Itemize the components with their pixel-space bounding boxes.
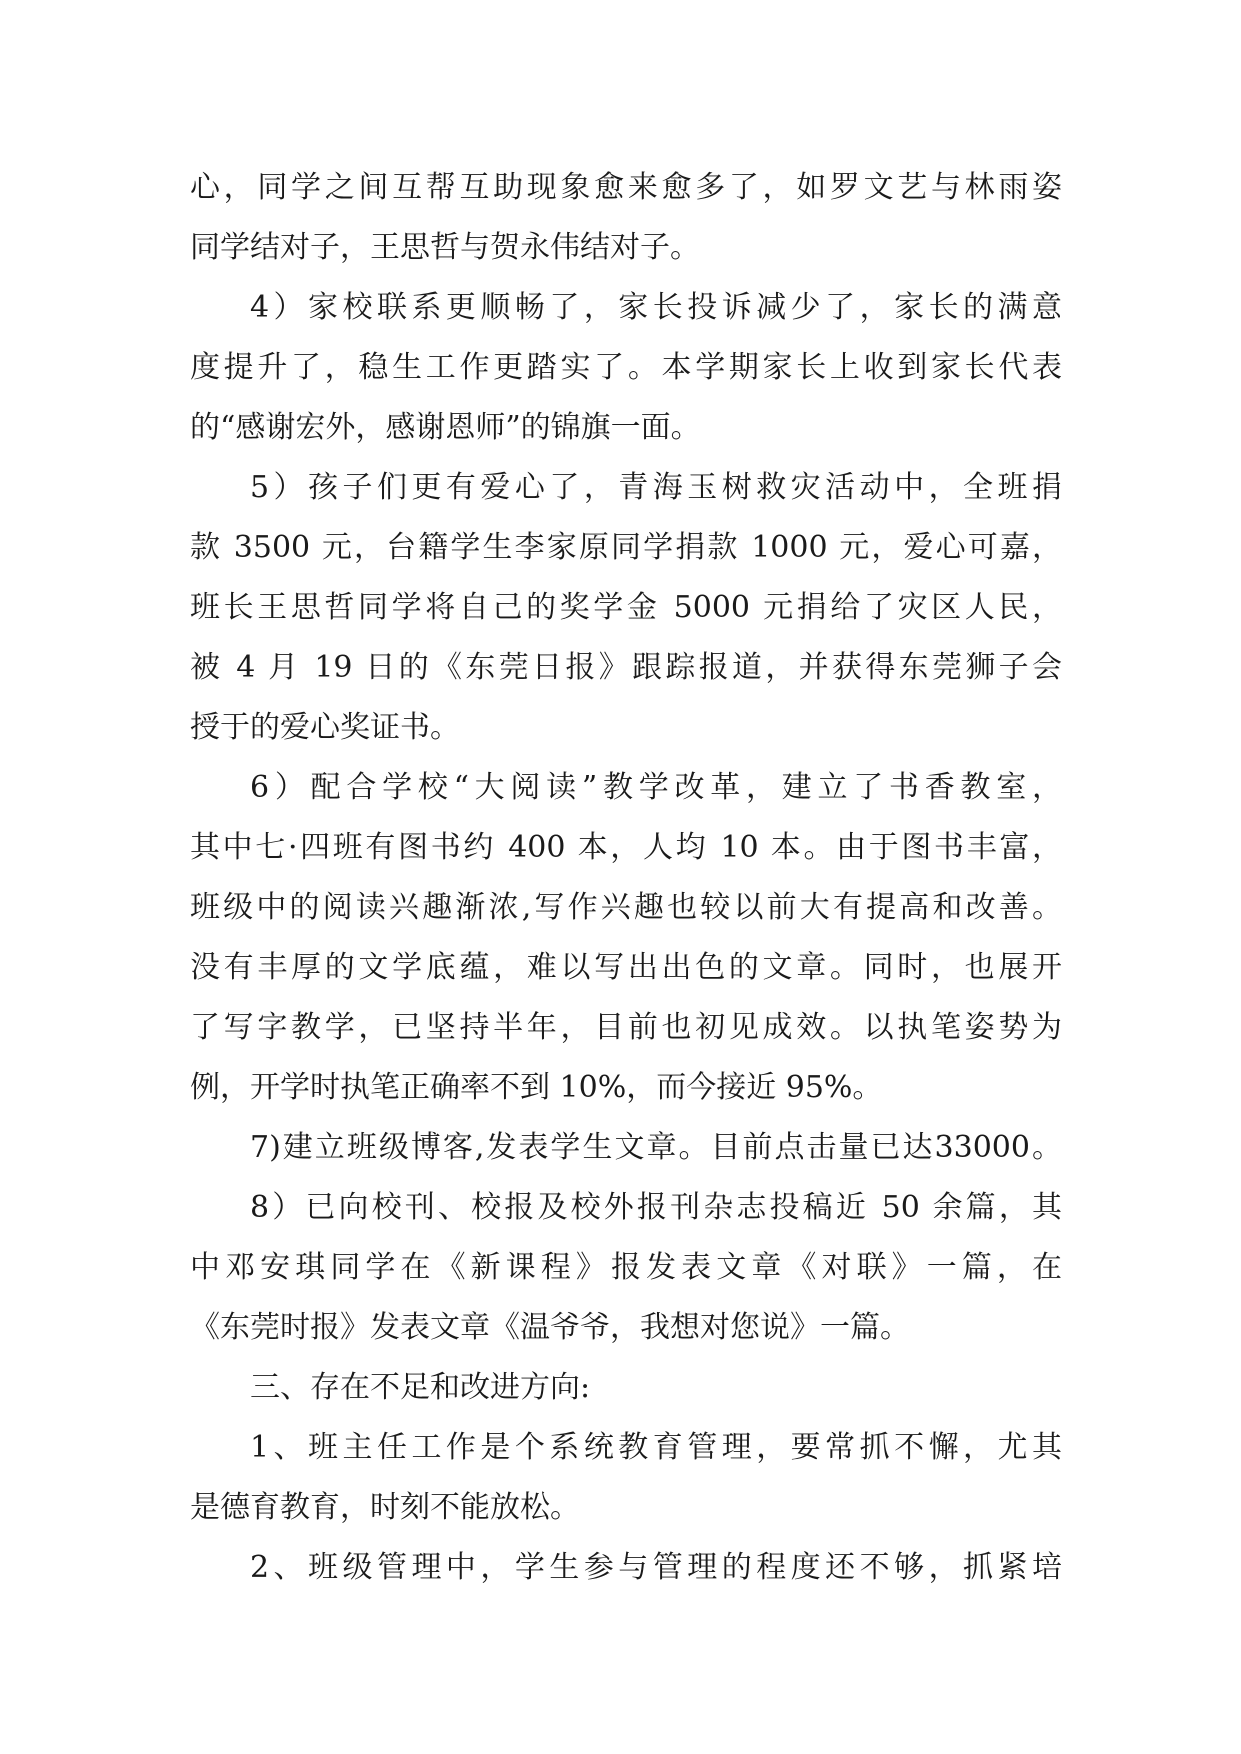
text-line: 班长王思哲同学将自己的奖学金 5000 元捐给了灾区人民，	[190, 590, 1062, 625]
text-line: 其中七·四班有图书约 400 本，人均 10 本。由于图书丰富，	[190, 830, 1062, 865]
text-line: 了写字教学，已坚持半年，目前也初见成效。以执笔姿势为	[190, 1010, 1062, 1045]
paragraph-4-start: 4）家校联系更顺畅了，家长投诉减少了，家长的满意	[250, 290, 1062, 325]
text-line: 款 3500 元，台籍学生李家原同学捐款 1000 元，爱心可嘉，	[190, 530, 1062, 565]
text-line: 同学结对子，王思哲与贺永伟结对子。	[190, 230, 700, 265]
text-line: 例，开学时执笔正确率不到 10%，而今接近 95%。	[190, 1070, 883, 1105]
text-line: 是德育教育，时刻不能放松。	[190, 1490, 580, 1525]
paragraph-6-start: 6）配合学校“大阅读”教学改革，建立了书香教室，	[250, 770, 1062, 805]
text-line: 授于的爱心奖证书。	[190, 710, 460, 745]
text-line: 班级中的阅读兴趣渐浓,写作兴趣也较以前大有提高和改善。	[190, 890, 1062, 925]
text-line: 的“感谢宏外，感谢恩师”的锦旗一面。	[190, 410, 701, 445]
paragraph-5-start: 5）孩子们更有爱心了，青海玉树救灾活动中，全班捐	[250, 470, 1062, 505]
text-line: 心，同学之间互帮互助现象愈来愈多了，如罗文艺与林雨姿	[190, 170, 1062, 205]
document-body	[190, 158, 1062, 1598]
item-1-start: 1、班主任工作是个系统教育管理，要常抓不懈，尤其	[250, 1430, 1062, 1465]
text-line: 度提升了，稳生工作更踏实了。本学期家长上收到家长代表	[190, 350, 1062, 385]
text-line: 中邓安琪同学在《新课程》报发表文章《对联》一篇，在	[190, 1250, 1062, 1285]
section-heading: 三、存在不足和改进方向:	[250, 1370, 591, 1405]
paragraph-8-start: 8）已向校刊、校报及校外报刊杂志投稿近 50 余篇，其	[250, 1190, 1062, 1225]
paragraph-7: 7)建立班级博客,发表学生文章。目前点击量已达33000。	[250, 1130, 1062, 1165]
text-line: 没有丰厚的文学底蕴，难以写出出色的文章。同时，也展开	[190, 950, 1062, 985]
item-2-start: 2、班级管理中，学生参与管理的程度还不够，抓紧培	[250, 1550, 1062, 1585]
text-line: 《东莞时报》发表文章《温爷爷，我想对您说》一篇。	[190, 1310, 910, 1345]
text-line: 被 4 月 19 日的《东莞日报》跟踪报道，并获得东莞狮子会	[190, 650, 1062, 685]
